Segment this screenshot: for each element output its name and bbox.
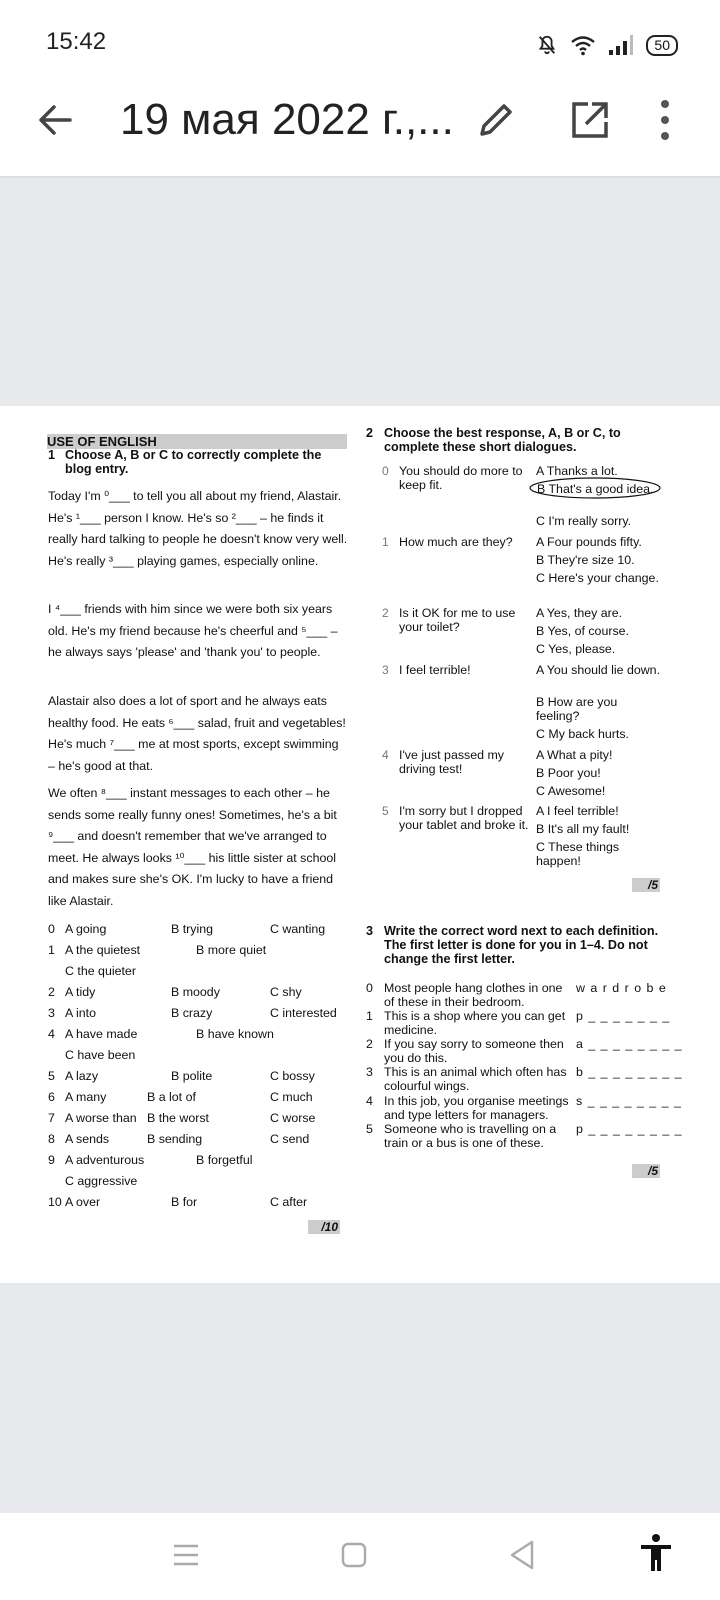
ex1-opt-a: A sends — [65, 1132, 110, 1146]
ex1-opt-a: A into — [65, 1006, 97, 1020]
ex1-opt-num: 5 — [48, 1069, 55, 1083]
battery-indicator: 50 — [646, 35, 678, 56]
ex1-paragraph-1: Today I'm ⁰___ to tell you all about my friend, Alastair. He's ¹___ person I know. He's so ²___ – he finds it really hard talking to people he doesn't know very well. He's really ³___ playing games, especially online. — [48, 489, 348, 568]
ex3-definition: Someone who is travelling on a train or a bus is one of these. — [384, 1122, 557, 1150]
ex1-opt-c: C interested — [270, 1006, 337, 1020]
ex3-number: 3 — [366, 924, 374, 938]
back-triangle-icon — [508, 1539, 536, 1571]
ex1-opt-c: C aggressive — [65, 1174, 138, 1188]
ex1-opt-c: C send — [270, 1132, 310, 1146]
ex1-opt-b: B the worst — [147, 1111, 209, 1125]
arrow-back-icon — [34, 98, 78, 142]
system-nav-bar — [0, 1513, 720, 1600]
accessibility-button[interactable] — [638, 1533, 674, 1573]
status-icons — [536, 30, 678, 60]
ex2-answer-a: A Thanks a lot. — [536, 464, 618, 478]
back-button[interactable] — [34, 98, 78, 142]
ex2-answer-c: C Yes, please. — [536, 642, 616, 656]
ex2-instruction: Choose the best response, A, B or C, to complete these short dialogues. — [384, 426, 621, 454]
ex1-opt-num: 10 — [48, 1195, 62, 1209]
ex2-answer-c: C I'm really sorry. — [536, 514, 632, 528]
ex1-opt-num: 8 — [48, 1132, 55, 1146]
ex2-answer-b: B Poor you! — [536, 766, 601, 780]
status-time: 15:42 — [46, 28, 107, 55]
ex1-opt-b: B trying — [171, 922, 214, 936]
ex1-opt-c: C shy — [270, 985, 302, 999]
ex3-item-number: 3 — [366, 1065, 373, 1079]
ex1-opt-a: A have made — [65, 1027, 138, 1041]
ex1-instruction: Choose A, B or C to correctly complete the blog entry. — [65, 448, 322, 476]
ex1-opt-num: 3 — [48, 1006, 55, 1020]
ex1-opt-c: C much — [270, 1090, 313, 1104]
home-square-icon — [340, 1541, 368, 1569]
ex2-question: I'm sorry but I dropped your tablet and broke it. — [399, 804, 529, 832]
ex3-definition: This is a shop where you can get medicine. — [384, 1009, 566, 1037]
ex2-item-number: 4 — [382, 748, 389, 762]
ex1-opt-a: A adventurous — [65, 1153, 145, 1167]
more-vert-icon — [655, 98, 675, 142]
ex3-item-number: 4 — [366, 1094, 373, 1108]
ex1-opt-a: A many — [65, 1090, 107, 1104]
ex1-opt-a: A the quietest — [65, 943, 141, 957]
ex1-opt-num: 2 — [48, 985, 55, 999]
ex2-answer-c: C Here's your change. — [536, 571, 659, 585]
ex1-opt-num: 1 — [48, 943, 55, 957]
ex1-opt-num: 7 — [48, 1111, 55, 1125]
ex3-definition: If you say sorry to someone then you do this. — [384, 1037, 564, 1065]
ex1-opt-c: C bossy — [270, 1069, 315, 1083]
wifi-icon — [570, 34, 596, 56]
ex3-answer: a _ _ _ _ _ _ _ _ — [576, 1037, 683, 1051]
ex3-answer: b _ _ _ _ _ _ _ _ — [576, 1065, 683, 1079]
ex1-paragraph-4: We often ⁸___ instant messages to each other – he sends some really funny ones! Sometimes, he's a bit ⁹___ and doesn't remember that we've arranged to meet. He always looks ¹⁰___ his little sister at school and makes sure she's OK. I'm lucky to have a friend like Alastair. — [48, 786, 337, 908]
ex2-answer-a: A Four pounds fifty. — [536, 535, 642, 549]
ex1-opt-a: A over — [65, 1195, 101, 1209]
ex3-item-number: 5 — [366, 1122, 373, 1136]
signal-icon — [608, 34, 634, 56]
pencil-icon — [474, 98, 518, 142]
ex1-opt-a: A going — [65, 922, 107, 936]
ex2-answer-b: B That's a good idea. — [537, 482, 654, 496]
ex1-number: 1 — [48, 448, 56, 462]
ex1-opt-c: C worse — [270, 1111, 316, 1125]
ex2-question: You should do more to keep fit. — [399, 464, 523, 492]
ex3-definition: This is an animal which often has colourful wings. — [384, 1065, 567, 1093]
ex1-paragraph-3: Alastair also does a lot of sport and he always eats healthy food. He eats ⁶___ salad, fruit and vegetables! He's much ⁷___ me at most sports, except swimming – he's good at that. — [48, 694, 346, 773]
home-button[interactable] — [340, 1541, 368, 1569]
ex1-opt-a: A tidy — [65, 985, 96, 999]
ex1-opt-num: 6 — [48, 1090, 55, 1104]
ex2-answer-c: C Awesome! — [536, 784, 606, 798]
ex2-answer-b: B It's all my fault! — [536, 822, 630, 836]
accessibility-icon — [638, 1533, 674, 1573]
ex1-opt-b: B more quiet — [196, 943, 267, 957]
back-nav-button[interactable] — [508, 1539, 536, 1571]
ex2-item-number: 1 — [382, 535, 389, 549]
ex2-question: I feel terrible! — [399, 663, 471, 677]
ex1-opt-a: A lazy — [65, 1069, 99, 1083]
ex1-score: /10 — [308, 1220, 340, 1234]
ex2-question: I've just passed my driving test! — [399, 748, 504, 776]
viewer-background-top — [0, 178, 720, 406]
ex1-opt-b: B forgetful — [196, 1153, 253, 1167]
ex1-opt-c: C after — [270, 1195, 308, 1209]
ex3-item-number: 1 — [366, 1009, 373, 1023]
ex1-opt-b: B polite — [171, 1069, 213, 1083]
ex2-answer-a: A You should lie down. — [536, 663, 661, 677]
ex3-definition: In this job, you organise meetings and type letters for managers. — [384, 1094, 569, 1122]
ex1-opt-b: B have known — [196, 1027, 274, 1041]
ex2-answer-a: A What a pity! — [536, 748, 613, 762]
ex3-item-number: 2 — [366, 1037, 373, 1051]
viewer-background-bottom — [0, 1283, 720, 1513]
ex3-item-number: 0 — [366, 981, 373, 995]
edit-button[interactable] — [474, 98, 518, 142]
answer-circle-mark — [528, 476, 664, 500]
ex3-answer: p _ _ _ _ _ _ _ _ — [576, 1122, 683, 1136]
ex3-definition: Most people hang clothes in one of these in their bedroom. — [384, 981, 563, 1009]
ex2-answer-c: C My back hurts. — [536, 727, 629, 741]
ex1-opt-b: B moody — [171, 985, 220, 999]
ex2-answer-a: A Yes, they are. — [536, 606, 623, 620]
ex3-answer: w a r d r o b e — [576, 981, 667, 995]
ex1-opt-b: B sending — [147, 1132, 203, 1146]
ex2-question: How much are they? — [399, 535, 513, 549]
ex1-opt-c: C the quieter — [65, 964, 136, 978]
ex3-instruction: Write the correct word next to each definition. The first letter is done for you in 1–4. Do not change the first letter. — [384, 924, 659, 966]
ex2-item-number: 5 — [382, 804, 389, 818]
recent-apps-button[interactable] — [172, 1541, 200, 1569]
ex1-opt-num: 4 — [48, 1027, 55, 1041]
ex3-answer: s _ _ _ _ _ _ _ _ — [576, 1094, 682, 1108]
document-page[interactable] — [0, 406, 720, 1283]
section-header: USE OF ENGLISH — [47, 434, 347, 449]
ex1-opt-num: 9 — [48, 1153, 55, 1167]
recent-apps-icon — [172, 1541, 200, 1569]
open-external-button[interactable] — [568, 98, 612, 142]
notifications-off-icon — [536, 34, 558, 56]
ex2-score: /5 — [632, 878, 660, 892]
ex2-item-number: 3 — [382, 663, 389, 677]
ex3-answer: p _ _ _ _ _ _ _ — [576, 1009, 671, 1023]
ex1-opt-b: B for — [171, 1195, 198, 1209]
ex1-opt-num: 0 — [48, 922, 55, 936]
ex2-answer-a: A I feel terrible! — [536, 804, 619, 818]
document-title: 19 мая 2022 г.,... — [120, 95, 454, 144]
ex3-score: /5 — [632, 1164, 660, 1178]
ex1-opt-a: A worse than — [65, 1111, 137, 1125]
ex1-opt-b: B a lot of — [147, 1090, 196, 1104]
open-in-new-icon — [568, 98, 612, 142]
ex1-opt-c: C have been — [65, 1048, 136, 1062]
ex2-question: Is it OK for me to use your toilet? — [399, 606, 516, 634]
ex2-item-number: 2 — [382, 606, 389, 620]
ex1-paragraph-2: I ⁴___ friends with him since we were both six years old. He's my friend because he's cheerful and ⁵___ – he always says 'please' and 'thank you' to people. — [48, 602, 338, 660]
ex1-opt-b: B crazy — [171, 1006, 213, 1020]
ex2-answer-b: B How are you feeling? — [536, 695, 618, 723]
ex2-number: 2 — [366, 426, 374, 440]
ex2-item-number: 0 — [382, 464, 389, 478]
ex2-answer-c: C These things happen! — [536, 840, 620, 868]
ex2-answer-b: B They're size 10. — [536, 553, 635, 567]
ex2-answer-b: B Yes, of course. — [536, 624, 629, 638]
ex1-opt-c: C wanting — [270, 922, 326, 936]
more-options-button[interactable] — [655, 98, 675, 142]
